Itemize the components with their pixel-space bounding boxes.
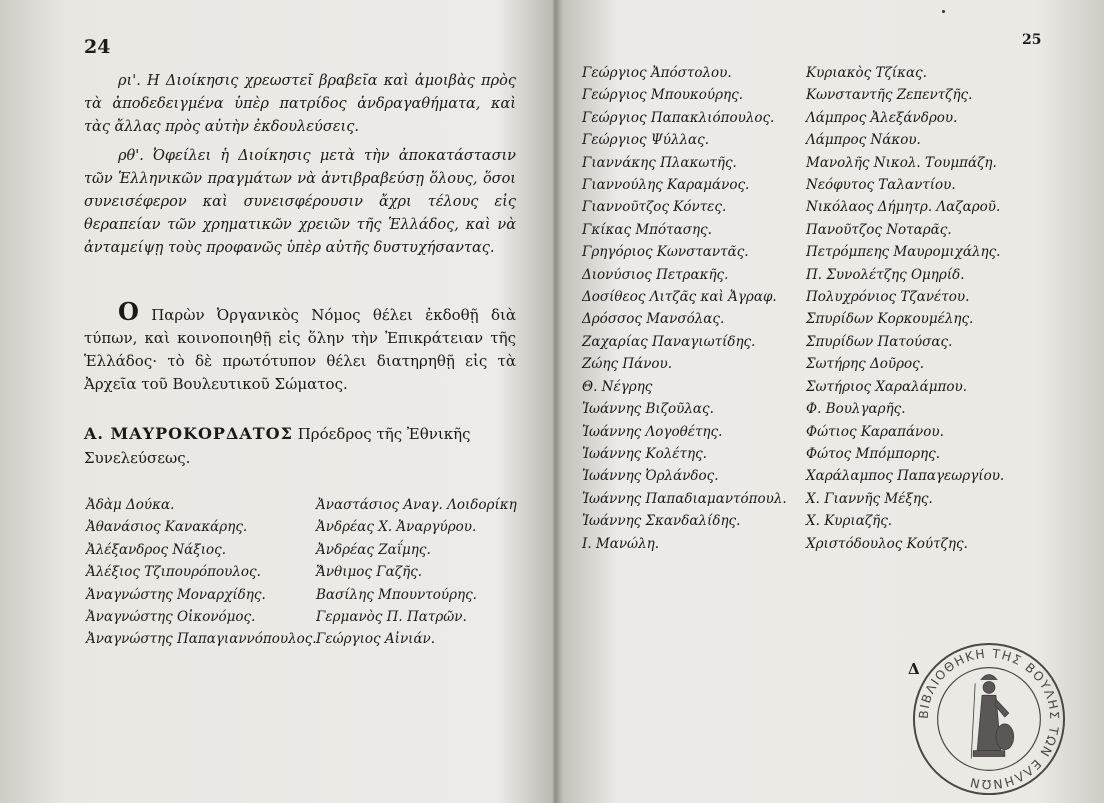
signatory-name: Χ. Κυριαζῆς. [806, 513, 893, 530]
article-paragraph [84, 70, 516, 139]
signatories-left-col2 [316, 494, 517, 651]
signatory-name: Γκίκας Μπότασης. [582, 221, 712, 238]
signatory-name: Γεώργιος Μπουκούρης. [582, 87, 743, 104]
signatory-name: Πολυχρόνιος Τζανέτου. [806, 289, 970, 306]
signatory-name: Γιαννοῦτζος Κόντες. [582, 199, 727, 216]
signatory-name: Ἰωάννης Κολέτης. [582, 445, 707, 462]
signatory-name: Ἀθανάσιος Κανακάρης. [86, 519, 248, 536]
svg-text:ΒΙΒΛΙΟΘΗΚΗ ΤΗΣ ΒΟΥΛΗΣ ΤΩΝ ΕΛΛΗ: ΒΙΒΛΙΟΘΗΚΗ ΤΗΣ ΒΟΥΛΗΣ ΤΩΝ ΕΛΛΗΝΩΝ [916, 646, 1062, 792]
signatory-name: Ἄνθιμος Γαζῆς. [316, 564, 423, 581]
signatory-name: Δοσίθεος Λιτζᾶς καὶ Ἀγραφ. [582, 289, 777, 306]
signatory-name: Γεώργιος Ἀπόστολου. [582, 65, 732, 81]
signatory-name: Πετρόμπεης Μαυρομιχάλης. [806, 244, 1001, 261]
signatory-name: Ἀναγνώστης Οἰκονόμος. [86, 609, 256, 626]
signatory-name: Χριστόδουλος Κούτζης. [806, 535, 968, 552]
signatory-name: Φώτος Μπόμπορης. [806, 445, 940, 462]
signatories-right-col2 [806, 62, 1004, 555]
article-paragraph [84, 145, 516, 260]
signatory-name: Ἰωάννης Λογοθέτης. [582, 423, 723, 440]
signatory-name: Γεώργιος Ψύλλας. [582, 132, 710, 149]
catchword: Δ [908, 660, 920, 678]
right-page [556, 0, 1104, 803]
signatory-name: Ἀδὰμ Δούκα. [86, 497, 175, 513]
signatory-name: Ἀνδρέας Ζαΐμης. [316, 541, 431, 558]
signatory-name: Γερμανὸς Π. Πατρῶν. [316, 609, 467, 626]
page-number-right: 25 [1022, 32, 1042, 48]
signatory-name: Γεώργιος Αἰνιάν. [316, 631, 436, 648]
signatory-name: Λάμπρος Ἀλεξάνδρου. [806, 109, 958, 126]
signatory-name: Γιαννούλης Καραμάνος. [582, 177, 750, 194]
signatory-name: Σωτήρης Δοῦρος. [806, 356, 924, 373]
signatory-name: Ἀλέξιος Τζιπουρόπουλος. [86, 564, 261, 581]
signatory-name: Ἀναγνώστης Παπαγιαννόπουλος. [86, 631, 317, 648]
paragraph-text: ρι'. Η Διοίκησις χρεωστεῖ βραβεῖα καὶ ἀμοιβὰς πρὸς τὰ ἀποδεδειγμένα ὑπὲρ πατρίδος ἀνδραγαθήματα, καὶ τὰς ἄλλας πρὸς αὐτὴν ἐκδουλεύσεις. [84, 73, 516, 135]
president-signature [84, 422, 516, 470]
signatory-name: Ἀλέξανδρος Νάξιος. [86, 541, 226, 558]
signatory-name: Χαράλαμπος Παπαγεωργίου. [806, 468, 1005, 485]
signatory-name: Γρηγόριος Κωνσταντᾶς. [582, 244, 749, 261]
signatory-name: Ἰωάννης Ὀρλάνδος. [582, 468, 719, 485]
signatory-name: Ζώης Πάνου. [582, 356, 673, 373]
signatory-name: Σπυρίδων Κορκουμέλης. [806, 311, 974, 328]
paragraph-text: ρθ'. Ὀφείλει ἡ Διοίκησις μετὰ τὴν ἀποκατάστασιν τῶν Ἑλληνικῶν πραγμάτων νὰ ἀντιβραβεύσῃ ὅλους, ὅσοι συνεισέφερον καὶ συνεισφέρουσιν ἄχρι τέλους εἰς θεραπείαν τῶν χρηματικῶν χρειῶν τῆς Ἑλλάδος, καὶ νὰ ἀνταμείψῃ τοὺς προφανῶς ὑπὲρ αὐτῆς δυστυχήσαντας. [84, 148, 516, 256]
signatory-name: Μανολῆς Νικολ. Τουμπάζη. [806, 154, 997, 171]
paragraph-text: Παρὼν Ὀργανικὸς Νόμος θέλει ἐκδοθῇ διὰ τύπων, καὶ κοινοποιηθῇ εἰς ὅλην τὴν Ἐπικράτειαν τῆς Ἑλλάδος· τὸ δὲ πρωτότυπον θέλει διατηρηθῇ εἰς τὰ Ἀρχεῖα τοῦ Βουλευτικοῦ Σώματος. [84, 306, 516, 393]
signatory-name: Ι. Μανώλη. [582, 535, 660, 552]
ink-speck [942, 10, 945, 13]
signatory-name: Χ. Γιαννῆς Μέξης. [806, 490, 933, 507]
signatory-name: Βασίλης Μπουντούρης. [316, 586, 477, 603]
library-stamp-icon [910, 640, 1068, 798]
signatory-name: Δρόσσος Μανσόλας. [582, 311, 725, 328]
signatory-name: Ἰωάννης Βιζοῦλας. [582, 401, 714, 418]
signatory-name: Ἀναστάσιος Αναγ. Λοιδορίκη [316, 497, 517, 513]
signatory-name: Γεώργιος Παπακλιόπουλος. [582, 109, 775, 126]
president-name: Α. ΜΑΥΡΟΚΟΡΔΑΤΟΣ [84, 424, 293, 443]
signatory-name: Φώτιος Καραπάνου. [806, 423, 944, 440]
signatory-name: Διονύσιος Πετρακῆς. [582, 266, 729, 283]
page-number-left: 24 [84, 36, 111, 58]
signatory-name: Κωνσταντῆς Ζεπεντζῆς. [806, 87, 973, 104]
signatory-name: Νεόφυτος Ταλαντίου. [806, 177, 956, 194]
signatory-name: Ἀναγνώστης Μοναρχίδης. [86, 586, 266, 603]
signatory-name: Νικόλαος Δήμητρ. Λαζαροῦ. [806, 199, 1001, 216]
signatory-name: Σωτήριος Χαραλάμπου. [806, 378, 968, 395]
signatory-name: Ἰωάννης Παπαδιαμαντόπουλ. [582, 490, 787, 507]
signatory-name: Ζαχαρίας Παναγιωτίδης. [582, 333, 756, 350]
signatory-name: Σπυρίδων Πατούσας. [806, 333, 953, 350]
signatory-name: Π. Συνολέτζης Ομηρίδ. [806, 266, 965, 283]
signatory-name: Πανοῦτζος Νοταρᾶς. [806, 221, 952, 238]
signatory-name: Θ. Νέγρης [582, 378, 653, 395]
signatories-left-col1 [86, 494, 317, 651]
drop-cap: Ο [118, 297, 139, 326]
signatory-name: Φ. Βουλγαρῆς. [806, 401, 906, 418]
signatories-right-col1 [582, 62, 787, 555]
signatory-name: Ἀνδρέας Χ. Ἀναργύρου. [316, 519, 477, 536]
president-title: Πρόεδρος τῆς Ἐθνικῆς Συνελεύσεως. [84, 425, 471, 467]
signatory-name: Λάμπρος Νάκου. [806, 132, 921, 149]
signatory-name: Γιαννάκης Πλακωτῆς. [582, 154, 737, 171]
closing-paragraph [84, 297, 516, 396]
signatory-name: Κυριακὸς Τζίκας. [806, 65, 927, 81]
signatory-name: Ἰωάννης Σκανδαλίδης. [582, 513, 741, 530]
